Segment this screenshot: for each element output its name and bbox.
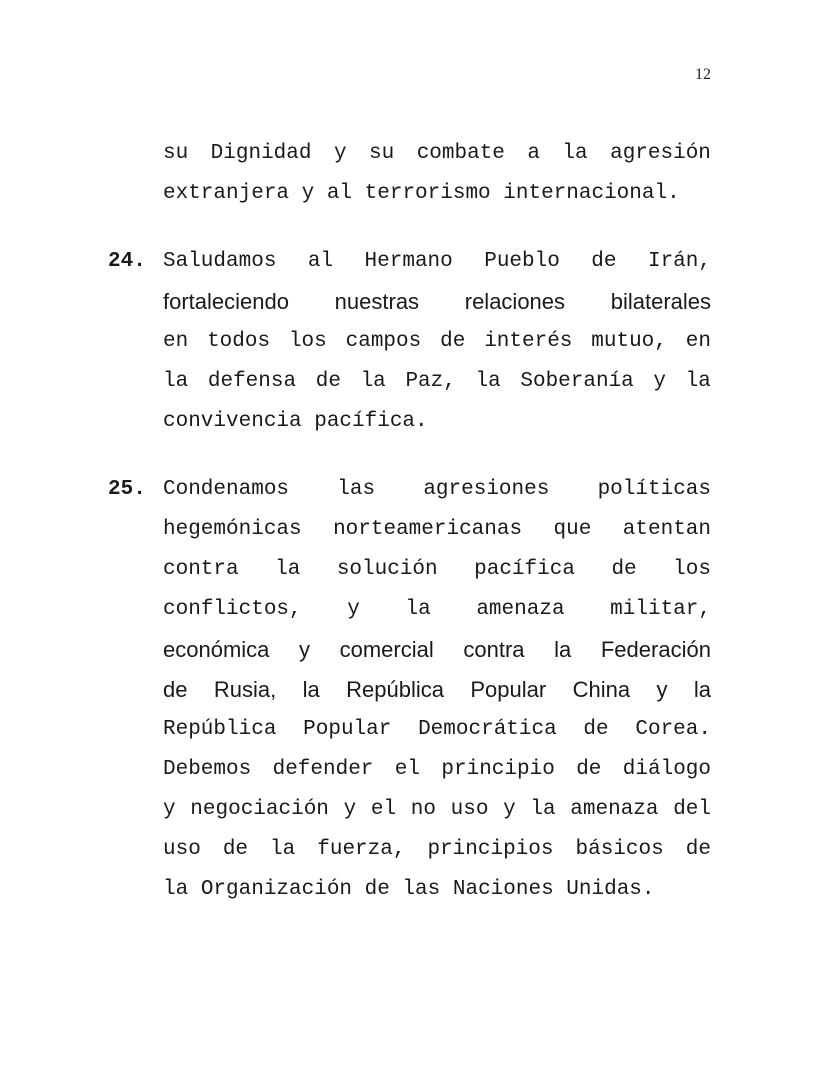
item-line: Debemos defender el principio de diálogo — [163, 758, 711, 781]
item-line: conflictos, y la amenaza militar, — [163, 598, 711, 621]
item-number: 25. — [108, 478, 146, 501]
item-line: Condenamos las agresiones políticas — [163, 478, 711, 501]
item-line: República Popular Democrática de Corea. — [163, 718, 711, 741]
item-line: la defensa de la Paz, la Soberanía y la — [163, 370, 711, 393]
continuation-line: su Dignidad y su combate a la agresión — [163, 142, 711, 165]
item-line: convivencia pacífica. — [163, 410, 428, 433]
item-line: la Organización de las Naciones Unidas. — [163, 878, 655, 901]
item-line: fortaleciendo nuestras relaciones bilaterales — [163, 289, 711, 314]
item-line: de Rusia, la República Popular China y la — [163, 677, 711, 702]
item-number: 24. — [108, 250, 146, 273]
page-number: 12 — [695, 66, 711, 83]
item-line: hegemónicas norteamericanas que atentan — [163, 518, 711, 541]
continuation-line: extranjera y al terrorismo internacional. — [163, 182, 680, 205]
item-line: en todos los campos de interés mutuo, en — [163, 330, 711, 353]
item-line: Saludamos al Hermano Pueblo de Irán, — [163, 250, 711, 273]
item-line: contra la solución pacífica de los — [163, 558, 711, 581]
item-line: económica y comercial contra la Federación — [163, 637, 711, 662]
item-line: y negociación y el no uso y la amenaza del — [163, 798, 711, 821]
item-line: uso de la fuerza, principios básicos de — [163, 838, 711, 861]
